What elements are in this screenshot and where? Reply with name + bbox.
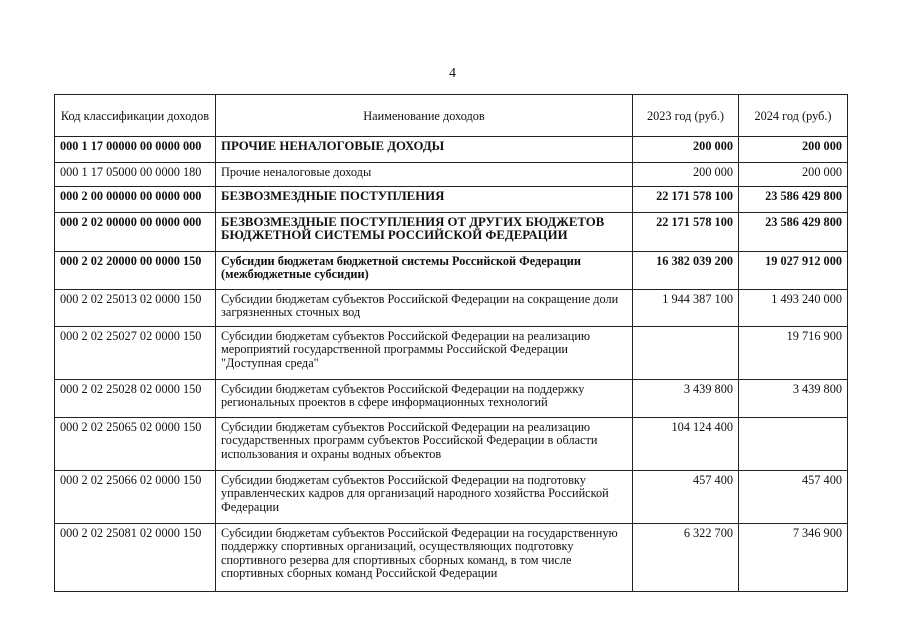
table-row	[55, 380, 848, 418]
revenue-table	[54, 94, 848, 592]
row-value-2024: 7 346 900	[739, 524, 848, 592]
table-row	[55, 524, 848, 592]
row-value-2024	[739, 418, 848, 471]
row-value-2023: 3 439 800	[633, 380, 739, 418]
row-name: ПРОЧИЕ НЕНАЛОГОВЫЕ ДОХОДЫ	[216, 137, 633, 163]
row-value-2023	[633, 327, 739, 380]
row-code: 000 2 02 25027 02 0000 150	[55, 327, 216, 380]
row-name: БЕЗВОЗМЕЗДНЫЕ ПОСТУПЛЕНИЯ	[216, 187, 633, 213]
row-value-2024: 19 027 912 000	[739, 252, 848, 290]
header-name: Наименование доходов	[216, 95, 633, 137]
row-value-2024: 23 586 429 800	[739, 213, 848, 252]
header-year-2023: 2023 год (руб.)	[633, 95, 739, 137]
row-value-2023: 6 322 700	[633, 524, 739, 592]
row-name: Субсидии бюджетам субъектов Российской Федерации на подготовку управленческих кадров для организаций народного хозяйства Российской Федерации	[216, 471, 633, 524]
table-row	[55, 290, 848, 327]
table-row	[55, 418, 848, 471]
row-code: 000 2 00 00000 00 0000 000	[55, 187, 216, 213]
row-value-2023: 457 400	[633, 471, 739, 524]
row-value-2023: 22 171 578 100	[633, 187, 739, 213]
row-name: Субсидии бюджетам бюджетной системы Российской Федерации (межбюджетные субсидии)	[216, 252, 633, 290]
row-value-2024: 457 400	[739, 471, 848, 524]
table-row	[55, 137, 848, 163]
row-code: 000 2 02 25013 02 0000 150	[55, 290, 216, 327]
row-code: 000 1 17 05000 00 0000 180	[55, 163, 216, 187]
page-number: 4	[449, 66, 456, 81]
row-code: 000 2 02 25081 02 0000 150	[55, 524, 216, 592]
table-row	[55, 327, 848, 380]
table-row	[55, 187, 848, 213]
row-code: 000 2 02 00000 00 0000 000	[55, 213, 216, 252]
row-code: 000 2 02 25066 02 0000 150	[55, 471, 216, 524]
row-value-2024: 19 716 900	[739, 327, 848, 380]
row-code: 000 2 02 20000 00 0000 150	[55, 252, 216, 290]
header-year-2024: 2024 год (руб.)	[739, 95, 848, 137]
row-value-2023: 200 000	[633, 137, 739, 163]
row-value-2023: 1 944 387 100	[633, 290, 739, 327]
row-name: Субсидии бюджетам субъектов Российской Федерации на реализацию мероприятий государственной программы Российской Федерации "Доступная среда"	[216, 327, 633, 380]
table-row	[55, 213, 848, 252]
row-name: Прочие неналоговые доходы	[216, 163, 633, 187]
row-name: Субсидии бюджетам субъектов Российской Федерации на поддержку региональных проектов в сфере информационных технологий	[216, 380, 633, 418]
table-row	[55, 163, 848, 187]
row-value-2024: 1 493 240 000	[739, 290, 848, 327]
row-value-2023: 200 000	[633, 163, 739, 187]
row-value-2023: 104 124 400	[633, 418, 739, 471]
row-name: Субсидии бюджетам субъектов Российской Федерации на государственную поддержку спортивных организаций, осуществляющих подготовку спортивного резерва для спортивных сборных команд, в том числе спортивных сборных команд Российской Федерации	[216, 524, 633, 592]
table-row	[55, 252, 848, 290]
row-name: Субсидии бюджетам субъектов Российской Федерации на сокращение доли загрязненных сточных вод	[216, 290, 633, 327]
row-name: Субсидии бюджетам субъектов Российской Федерации на реализацию государственных программ субъектов Российской Федерации в области использования и охраны водных объектов	[216, 418, 633, 471]
row-value-2024: 3 439 800	[739, 380, 848, 418]
row-value-2023: 22 171 578 100	[633, 213, 739, 252]
table-header-row	[55, 95, 848, 137]
row-value-2024: 200 000	[739, 137, 848, 163]
row-name: БЕЗВОЗМЕЗДНЫЕ ПОСТУПЛЕНИЯ ОТ ДРУГИХ БЮДЖЕТОВ БЮДЖЕТНОЙ СИСТЕМЫ РОССИЙСКОЙ ФЕДЕРАЦИИ	[216, 213, 633, 252]
table-row	[55, 471, 848, 524]
row-value-2023: 16 382 039 200	[633, 252, 739, 290]
row-code: 000 1 17 00000 00 0000 000	[55, 137, 216, 163]
row-code: 000 2 02 25028 02 0000 150	[55, 380, 216, 418]
header-code: Код классификации доходов	[55, 95, 216, 137]
row-value-2024: 23 586 429 800	[739, 187, 848, 213]
row-code: 000 2 02 25065 02 0000 150	[55, 418, 216, 471]
row-value-2024: 200 000	[739, 163, 848, 187]
